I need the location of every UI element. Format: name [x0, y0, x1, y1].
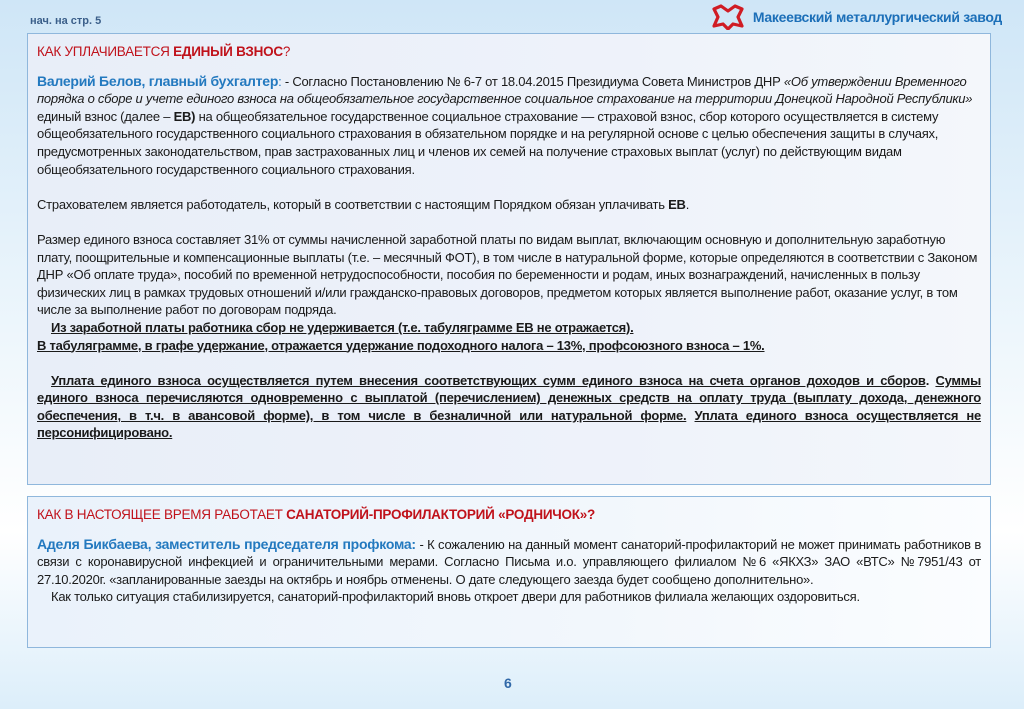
note-no-deduction: [37, 319, 981, 337]
paragraph-payer: [37, 196, 981, 214]
continued-from-page: нач. на стр. 5: [30, 15, 102, 27]
paragraph-outlook: Как только ситуация стабилизируется, санаторий-профилакторий вновь откроет двери для работников филиала желающих оздоровиться.: [51, 589, 860, 605]
text: Уплата единого взноса осуществляется не персонифицировано.: [37, 407, 981, 441]
text: Суммы единого взноса перечисляются одновременно с выплатой (перечислением) денежных средств на оплату труда (выплату дохода, денежного обеспечения, в т.ч. в авансовой форме), в том числе в безналичной или натуральной форме.: [37, 372, 981, 423]
paragraph-answer: [37, 536, 981, 589]
article-single-contribution: [27, 33, 991, 485]
question-text: КАК В НАСТОЯЩЕЕ ВРЕМЯ РАБОТАЕТ: [37, 507, 287, 522]
paragraph-definition: [37, 73, 981, 179]
article-question: [37, 506, 981, 524]
note-text: Из заработной платы работника сбор не удерживается (т.е. табуляграмме ЕВ не отражается).: [51, 319, 634, 335]
ev-abbr: ЕВ: [668, 196, 686, 212]
text: .: [685, 196, 690, 212]
intro-text: - Согласно Постановлению № 6-7 от 18.04.2015 Президиума Совета Министров ДНР: [281, 73, 784, 89]
question-mark: ?: [282, 44, 291, 59]
resolution-title: «Об утверждении Временного порядка о сборе и учете единого взноса на общеобязательное государственное социальное страхование на территории Донецкой Народной Республики»: [37, 73, 973, 107]
text: единый взнос (далее –: [37, 108, 174, 124]
logo-icon: [711, 4, 745, 30]
text: Уплата единого взноса осуществляется путем внесения соответствующих сумм единого взноса на счета органов доходов и сборов: [51, 372, 926, 388]
page-number: 6: [504, 675, 512, 691]
text: .: [925, 372, 936, 388]
question-text: КАК УПЛАЧИВАЕТСЯ: [37, 44, 174, 59]
brand-name: Макеевский металлургический завод: [752, 9, 1002, 25]
text: - К сожалению на данный момент санаторий-профилакторий не может принимать работников в связи с коронавирусной инфекцией и ограничительными мерами. Согласно Письма и.о. управляющего филиалом №6 «ЯКХЗ» ЗАО «ВТС» №7951/43 от 27.10.2020г. «запланированные заезды на октябрь и ноябрь отменены. О дате следующего заезда будет сообщено дополнительно».: [37, 536, 981, 587]
text: на общеобязательное государственное социальное страхование — страховой взнос, сбор которого осуществляется в систему общеобязательного государственного социального страхования в обязательном порядке и на регулярной основе с целью обеспечения защиты в случаях, предусмотренных законодательством, прав застрахованных лиц и членов их семей на получение страховых выплат (услуг) по действующим видам общеобязательного государственного социального страхования.: [37, 108, 939, 177]
text: Страхователем является работодатель, который в соответствии с настоящим Порядком обязан уплачивать: [37, 196, 669, 212]
article-question: [37, 43, 981, 61]
speaker-name: Аделя Бикбаева, заместитель председателя профкома:: [37, 535, 416, 552]
speaker-name: Валерий Белов, главный бухгалтер: [37, 72, 279, 89]
note-text: В табуляграмме, в графе удержание, отражается удержание подоходного налога – 13%, профсоюзного взноса – 1%.: [37, 337, 765, 353]
note-deductions: [37, 337, 981, 355]
paragraph-payment: [37, 372, 981, 442]
article-sanatorium: [27, 496, 991, 648]
ev-abbr: ЕВ): [173, 108, 196, 124]
brand: [711, 4, 1002, 30]
paragraph-rate: Размер единого взноса составляет 31% от суммы начисленной заработной платы по видам выплат, включающим основную и дополнительную заработную плату, поощрительные и компенсационные выплаты (т.е. – месячный ФОТ), в том числе в натуральной форме, которые определяются в соответствии с Законом ДНР «Об оплате труда», пособий по временной нетрудоспособности, пособия по беременности и родам, иных вознаграждений, начисленных в пользу физических лиц в рамках трудовых отношений и/или гражданско-правовых договоров, предметом которых является выполнение работ, оказание услуг, в том числе за выполнение работ по договорам подряда.: [37, 231, 978, 318]
speaker-sep: :: [278, 73, 282, 89]
question-highlight: САНАТОРИЙ-ПРОФИЛАКТОРИЙ «РОДНИЧОК»?: [286, 507, 596, 522]
question-highlight: ЕДИНЫЙ ВЗНОС: [173, 44, 283, 59]
